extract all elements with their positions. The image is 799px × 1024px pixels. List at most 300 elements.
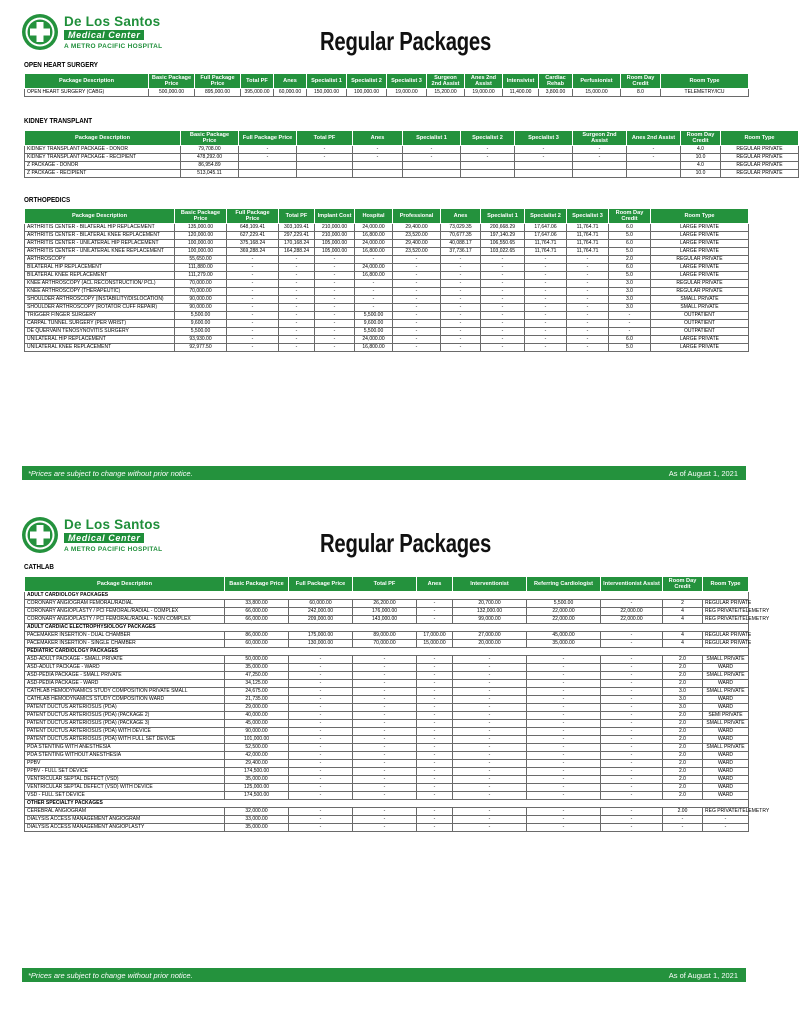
table-cell: 111,880.00 xyxy=(175,264,227,272)
footer-note: *Prices are subject to change without prior notice. xyxy=(28,469,193,478)
table-cell: - xyxy=(315,344,355,352)
table-cell: 100,000.00 xyxy=(347,89,387,97)
table-cell: - xyxy=(453,696,527,704)
table-cell: - xyxy=(601,632,663,640)
table-cell: 24,000.00 xyxy=(355,240,393,248)
table-cell: 111,279.00 xyxy=(175,272,227,280)
table-cell: 23,520.00 xyxy=(393,248,441,256)
table-cell: 130,000.00 xyxy=(289,640,353,648)
package-description: PATENT DUCTUS ARTERIOSUS (PDA) WITH DEVICE xyxy=(25,728,225,736)
table-cell: 4 xyxy=(663,616,703,624)
table-cell: 24,000.00 xyxy=(355,224,393,232)
table-cell: 79,708.00 xyxy=(181,146,239,154)
table-cell: 19,000.00 xyxy=(387,89,427,97)
table-cell: TELEMETRY/ICU xyxy=(661,89,749,97)
table-cell: - xyxy=(453,736,527,744)
table-cell: - xyxy=(353,792,417,800)
table-cell: - xyxy=(567,288,609,296)
table-cell: LARGE PRIVATE xyxy=(651,248,749,256)
table-cell: - xyxy=(525,256,567,264)
package-description: SHOULDER ARTHROSCOPY (INSTABILITY/DISLOCATION) xyxy=(25,296,175,304)
table-cell: - xyxy=(453,792,527,800)
column-header: Anes 2nd Assist xyxy=(465,74,503,89)
table-cell: 24,000.00 xyxy=(355,264,393,272)
table-cell: - xyxy=(279,328,315,336)
table-cell: - xyxy=(601,752,663,760)
table-cell: 11,764.71 xyxy=(567,232,609,240)
table-cell: - xyxy=(567,264,609,272)
table-cell: 70,677.35 xyxy=(441,232,481,240)
brand-logo xyxy=(20,12,170,56)
table-cell: - xyxy=(663,824,703,832)
table-cell xyxy=(403,170,461,178)
table-cell: - xyxy=(393,296,441,304)
header-row xyxy=(25,209,749,224)
table-cell: WARD xyxy=(703,776,749,784)
table-cell: REGULAR PRIVATE xyxy=(721,154,799,162)
table-cell: 26,200.00 xyxy=(353,600,417,608)
table-row xyxy=(25,808,749,816)
table-cell: - xyxy=(525,320,567,328)
table-cell: - xyxy=(441,272,481,280)
table-cell: - xyxy=(481,264,525,272)
table-cell: 132,000.00 xyxy=(453,608,527,616)
package-description: PATENT DUCTUS ARTERIOSUS (PDA) xyxy=(25,704,225,712)
column-header: Anes xyxy=(353,131,403,146)
table-row xyxy=(25,328,749,336)
table-row xyxy=(25,728,749,736)
table-cell: 106,550.65 xyxy=(481,240,525,248)
table-cell: 16,800.00 xyxy=(355,344,393,352)
table-cell: 15,000.00 xyxy=(573,89,621,97)
page-2 xyxy=(0,500,768,1000)
table-cell: LARGE PRIVATE xyxy=(651,240,749,248)
package-description: ARTHRITIS CENTER - BILATERAL HIP REPLACEMENT xyxy=(25,224,175,232)
column-header: Cardiac Rehab xyxy=(539,74,573,89)
table-cell: 11,764.71 xyxy=(567,224,609,232)
table-cell: 2.0 xyxy=(663,768,703,776)
table-cell: - xyxy=(403,154,461,162)
table-cell: SMALL PRIVATE xyxy=(703,744,749,752)
subsection-row xyxy=(25,592,749,600)
table-cell: 11,400.00 xyxy=(503,89,539,97)
table-cell: - xyxy=(627,154,681,162)
table-cell: - xyxy=(417,784,453,792)
table-cell: - xyxy=(227,312,279,320)
table-cell: - xyxy=(289,680,353,688)
table-cell: 100,000.00 xyxy=(175,248,227,256)
table-cell: - xyxy=(417,600,453,608)
column-header: Room Type xyxy=(651,209,749,224)
table-cell: 17,000.00 xyxy=(417,632,453,640)
table-cell: - xyxy=(525,328,567,336)
table-cell: - xyxy=(453,728,527,736)
table-row xyxy=(25,170,799,178)
table-row xyxy=(25,656,749,664)
table-row xyxy=(25,816,749,824)
table-cell: 6.0 xyxy=(609,336,651,344)
table-cell: - xyxy=(703,824,749,832)
table-cell: OUTPATIENT xyxy=(651,320,749,328)
table-cell: - xyxy=(453,808,527,816)
table-cell: - xyxy=(481,296,525,304)
table-row xyxy=(25,146,799,154)
package-description: UNILATERAL KNEE REPLACEMENT xyxy=(25,344,175,352)
table-cell: - xyxy=(481,336,525,344)
table-cell: - xyxy=(453,712,527,720)
table-cell: - xyxy=(289,728,353,736)
table-cell: - xyxy=(393,304,441,312)
table-cell: - xyxy=(601,640,663,648)
table-cell: - xyxy=(417,712,453,720)
header-row xyxy=(25,577,749,592)
table-cell: - xyxy=(525,336,567,344)
package-description: DIALYSIS ACCESS MANAGEMENT ANGIOGRAM xyxy=(25,816,225,824)
table-row xyxy=(25,256,749,264)
table-row xyxy=(25,712,749,720)
table-cell: LARGE PRIVATE xyxy=(651,272,749,280)
table-row xyxy=(25,288,749,296)
table-cell: - xyxy=(353,752,417,760)
table-cell: 5.0 xyxy=(609,248,651,256)
table-cell: - xyxy=(525,264,567,272)
table-cell: 9,600.00 xyxy=(355,320,393,328)
table-cell: - xyxy=(353,760,417,768)
table-cell: 2.0 xyxy=(663,680,703,688)
column-header: Full Package Price xyxy=(227,209,279,224)
table-cell: - xyxy=(453,784,527,792)
table-row xyxy=(25,792,749,800)
table-cell: 37,736.17 xyxy=(441,248,481,256)
table-cell: WARD xyxy=(703,784,749,792)
table-cell: 60,000.00 xyxy=(274,89,307,97)
table-row xyxy=(25,632,749,640)
table-cell: - xyxy=(239,154,297,162)
table-cell: REGULAR PRIVATE xyxy=(703,632,749,640)
table-cell: 22,000.00 xyxy=(527,608,601,616)
table-cell: 10.0 xyxy=(681,154,721,162)
table-cell: WARD xyxy=(703,728,749,736)
table-cell: OUTPATIENT xyxy=(651,328,749,336)
table-cell: - xyxy=(525,288,567,296)
table-cell: - xyxy=(453,656,527,664)
table-cell: 5.0 xyxy=(609,232,651,240)
column-header: Room Type xyxy=(661,74,749,89)
table-cell: - xyxy=(481,280,525,288)
table-cell: - xyxy=(353,688,417,696)
table-cell: 6.0 xyxy=(609,224,651,232)
table-cell: 34,125.00 xyxy=(225,680,289,688)
table-cell: 22,000.00 xyxy=(601,608,663,616)
table-cell: - xyxy=(527,760,601,768)
subsection-row xyxy=(25,648,749,656)
table-cell: REGULAR PRIVATE xyxy=(721,170,799,178)
table-cell: - xyxy=(393,312,441,320)
table-row xyxy=(25,154,799,162)
table-cell: - xyxy=(573,146,627,154)
table-cell: 4.0 xyxy=(681,162,721,170)
table-cell: 29,400.00 xyxy=(225,760,289,768)
table-cell: - xyxy=(461,146,515,154)
package-description: ARTHROSCOPY xyxy=(25,256,175,264)
table-cell: 20,700.00 xyxy=(453,600,527,608)
table-cell: - xyxy=(515,154,573,162)
table-cell: - xyxy=(601,672,663,680)
table-cell: 2.0 xyxy=(663,744,703,752)
table-cell: WARD xyxy=(703,680,749,688)
table-cell: 16,800.00 xyxy=(355,232,393,240)
table-cell: 2.0 xyxy=(663,664,703,672)
table-cell: - xyxy=(567,320,609,328)
table-cell: 369,288.24 xyxy=(227,248,279,256)
package-description: CEREBRAL ANGIOGRAM xyxy=(25,808,225,816)
table-cell: - xyxy=(567,336,609,344)
table-cell: - xyxy=(601,656,663,664)
table-cell: - xyxy=(527,784,601,792)
table-cell: - xyxy=(567,296,609,304)
table-cell: - xyxy=(353,704,417,712)
package-description: CATHLAB HEMODYNAMICS STUDY COMPOSITION WARD xyxy=(25,696,225,704)
table-cell: 209,000.00 xyxy=(289,616,353,624)
table-cell: - xyxy=(355,280,393,288)
table-cell: - xyxy=(353,154,403,162)
table-cell: - xyxy=(289,760,353,768)
column-header: Anes xyxy=(417,577,453,592)
table-cell: 16,800.00 xyxy=(355,272,393,280)
table-cell: OUTPATIENT xyxy=(651,312,749,320)
table-row xyxy=(25,336,749,344)
table-cell: - xyxy=(567,304,609,312)
table-cell: - xyxy=(527,808,601,816)
table-cell: - xyxy=(227,288,279,296)
table-cell: - xyxy=(227,264,279,272)
table-cell: - xyxy=(315,304,355,312)
package-description: BILATERAL HIP REPLACEMENT xyxy=(25,264,175,272)
table-cell xyxy=(515,170,573,178)
package-description: OPEN HEART SURGERY (CABG) xyxy=(25,89,149,97)
table-cell: 70,000.00 xyxy=(175,288,227,296)
table-cell: 2.0 xyxy=(663,720,703,728)
table-cell: - xyxy=(393,328,441,336)
table-cell: - xyxy=(527,728,601,736)
table-cell: - xyxy=(417,696,453,704)
package-description: CARPAL TUNNEL SURGERY (PER WRIST) xyxy=(25,320,175,328)
table-cell: WARD xyxy=(703,760,749,768)
table-cell: - xyxy=(393,272,441,280)
table-cell: - xyxy=(481,272,525,280)
table-cell: - xyxy=(353,784,417,792)
table-cell: - xyxy=(417,720,453,728)
table-cell: - xyxy=(417,736,453,744)
table-cell: 3,800.00 xyxy=(539,89,573,97)
table-cell: 478,292.00 xyxy=(181,154,239,162)
table-cell: 2.0 xyxy=(663,656,703,664)
column-header: Package Description xyxy=(25,577,225,592)
table-cell: 648,109.41 xyxy=(227,224,279,232)
table-cell: 242,000.00 xyxy=(289,608,353,616)
table-cell: - xyxy=(567,312,609,320)
table-cell: - xyxy=(417,608,453,616)
table-row xyxy=(25,640,749,648)
table-cell: - xyxy=(453,688,527,696)
table-cell: - xyxy=(601,712,663,720)
table-cell: - xyxy=(515,146,573,154)
table-cell: 375,168.24 xyxy=(227,240,279,248)
table-cell: 86,000.00 xyxy=(225,632,289,640)
table-cell: - xyxy=(393,264,441,272)
table-cell: - xyxy=(453,704,527,712)
table-cell: WARD xyxy=(703,768,749,776)
table-cell: 66,000.00 xyxy=(225,608,289,616)
table-cell: LARGE PRIVATE xyxy=(651,336,749,344)
table-cell: - xyxy=(441,264,481,272)
table-cell: - xyxy=(289,816,353,824)
table-cell: - xyxy=(481,344,525,352)
table-cell: - xyxy=(353,720,417,728)
section-title-kidney: KIDNEY TRANSPLANT xyxy=(24,118,93,125)
table-cell: - xyxy=(289,824,353,832)
package-description: PDA STENTING WITH ANESTHESIA xyxy=(25,744,225,752)
table-cell: - xyxy=(315,336,355,344)
table-cell: - xyxy=(315,328,355,336)
table-row xyxy=(25,344,749,352)
table-cell: LARGE PRIVATE xyxy=(651,232,749,240)
package-description: PDA STENTING WITHOUT ANESTHESIA xyxy=(25,752,225,760)
package-description: PATENT DUCTUS ARTERIOSUS (PDA) WITH FULL SET DEVICE xyxy=(25,736,225,744)
table-cell: - xyxy=(453,744,527,752)
table-cell: 29,000.00 xyxy=(225,704,289,712)
column-header: Specialist 1 xyxy=(403,131,461,146)
table-cell xyxy=(573,162,627,170)
table-cell: 90,000.00 xyxy=(175,304,227,312)
table-cell: 22,000.00 xyxy=(601,616,663,624)
table-cell: - xyxy=(239,146,297,154)
table-cell: - xyxy=(609,312,651,320)
table-cell: - xyxy=(527,712,601,720)
table-cell: 60,000.00 xyxy=(289,600,353,608)
table-cell: - xyxy=(525,280,567,288)
table-cell: 22,000.00 xyxy=(527,616,601,624)
table-cell: - xyxy=(315,256,355,264)
table-cell: 70,000.00 xyxy=(353,640,417,648)
table-cell: - xyxy=(663,816,703,824)
table-cell: - xyxy=(627,146,681,154)
page-title: Regular Packages xyxy=(320,528,491,558)
table-cell: - xyxy=(441,336,481,344)
table-cell: - xyxy=(481,328,525,336)
table-cell: 35,000.00 xyxy=(527,640,601,648)
package-description: Z PACKAGE - RECIPIENT xyxy=(25,170,181,178)
column-header: Intensivist xyxy=(503,74,539,89)
table-cell: - xyxy=(353,816,417,824)
table-cell: - xyxy=(527,672,601,680)
table-cell: 66,000.00 xyxy=(225,616,289,624)
table-cell: REGULAR PRIVATE xyxy=(651,256,749,264)
table-cell: LARGE PRIVATE xyxy=(651,264,749,272)
table-orthopedics xyxy=(24,208,749,352)
table-cell: - xyxy=(279,288,315,296)
package-description: ASD-PEDIA PACKAGE - WARD xyxy=(25,680,225,688)
package-description: ASD-ADULT PACKAGE - SMALL PRIVATE xyxy=(25,656,225,664)
table-cell: 500,000.00 xyxy=(149,89,195,97)
table-row xyxy=(25,312,749,320)
column-header: Room Type xyxy=(703,577,749,592)
brand-subname: Medical Center xyxy=(64,533,144,543)
table-cell: 170,168.24 xyxy=(279,240,315,248)
package-description: Z PACKAGE - DONOR xyxy=(25,162,181,170)
table-row xyxy=(25,704,749,712)
table-cell: REGULAR PRIVATE xyxy=(651,280,749,288)
table-cell: - xyxy=(417,704,453,712)
table-cell: - xyxy=(353,712,417,720)
column-header: Full Package Price xyxy=(239,131,297,146)
table-cell: 16,800.00 xyxy=(355,248,393,256)
brand-logo xyxy=(20,515,170,559)
package-description: UNILATERAL HIP REPLACEMENT xyxy=(25,336,175,344)
table-cell: REGULAR PRIVATE xyxy=(703,640,749,648)
column-header: Basic Package Price xyxy=(175,209,227,224)
table-cell: - xyxy=(601,808,663,816)
table-row xyxy=(25,89,749,97)
table-cell: - xyxy=(393,288,441,296)
table-cell: 90,000.00 xyxy=(175,296,227,304)
table-cell: 5,500.00 xyxy=(175,312,227,320)
table-cell xyxy=(573,170,627,178)
table-row xyxy=(25,696,749,704)
table-cell: 17,647.06 xyxy=(525,232,567,240)
table-cell xyxy=(403,162,461,170)
table-cell: - xyxy=(481,312,525,320)
table-row xyxy=(25,720,749,728)
table-cell: SMALL PRIVATE xyxy=(651,304,749,312)
table-cell: 55,650.00 xyxy=(175,256,227,264)
table-row xyxy=(25,600,749,608)
table-cell: 5,500.00 xyxy=(355,312,393,320)
package-description: CORONARY ANGIOPLASTY / PCI FEMORAL/RADIAL - COMPLEX xyxy=(25,608,225,616)
package-description: PATENT DUCTUS ARTERIOSUS (PDA) (PACKAGE 2) xyxy=(25,712,225,720)
table-cell: - xyxy=(601,784,663,792)
table-cell: LARGE PRIVATE xyxy=(651,344,749,352)
table-cell: 11,764.71 xyxy=(567,248,609,256)
table-cell: REG PRIVATE/TELEMETRY xyxy=(703,616,749,624)
table-cell: WARD xyxy=(703,752,749,760)
column-header: Full Package Price xyxy=(195,74,241,89)
table-cell: 60,000.00 xyxy=(225,640,289,648)
table-cell: - xyxy=(353,146,403,154)
table-row xyxy=(25,768,749,776)
table-cell: 120,000.00 xyxy=(175,232,227,240)
table-cell: - xyxy=(289,752,353,760)
table-cell xyxy=(297,170,353,178)
table-cell: 3.0 xyxy=(609,296,651,304)
table-row xyxy=(25,616,749,624)
table-cell: 3.0 xyxy=(609,280,651,288)
table-cell: LARGE PRIVATE xyxy=(651,224,749,232)
table-cell: 4.0 xyxy=(681,146,721,154)
package-description: VENTRICULAR SEPTAL DEFECT (VSD) xyxy=(25,776,225,784)
table-cell: 47,250.00 xyxy=(225,672,289,680)
table-cell: - xyxy=(279,296,315,304)
table-cell: 627,229.41 xyxy=(227,232,279,240)
table-cell: 11,764.71 xyxy=(525,240,567,248)
table-cell: REGULAR PRIVATE xyxy=(721,146,799,154)
table-cell: - xyxy=(441,296,481,304)
table-row xyxy=(25,776,749,784)
table-cell: 125,000.00 xyxy=(225,784,289,792)
table-cell: - xyxy=(315,280,355,288)
table-row xyxy=(25,608,749,616)
table-cell: - xyxy=(601,680,663,688)
